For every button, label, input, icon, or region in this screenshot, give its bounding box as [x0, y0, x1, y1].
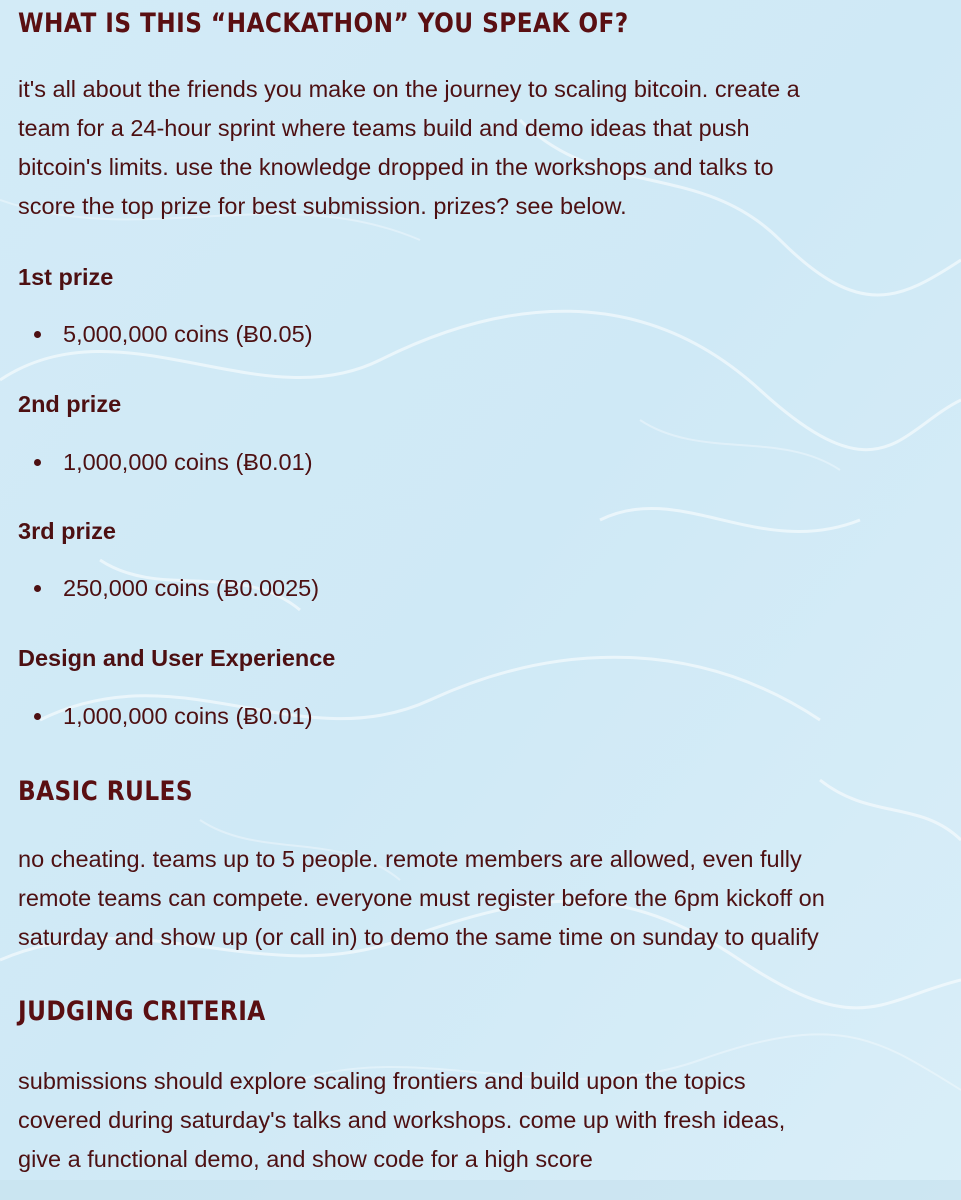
judging-line: submissions should explore scaling frontiers and build upon the topics: [18, 1068, 746, 1094]
bullet-icon: [34, 331, 41, 338]
judging-line: covered during saturday's talks and workshops. come up with fresh ideas,: [18, 1107, 786, 1133]
prize-reward: [34, 319, 313, 349]
prize-1-list: [18, 319, 313, 349]
prize-reward-text: 5,000,000 coins (Ƀ0.05): [63, 321, 313, 347]
prize-2-list: [18, 447, 313, 477]
prize-title: 1st prize: [18, 264, 114, 290]
bullet-icon: [34, 713, 41, 720]
judging-criteria-text: [18, 1062, 785, 1179]
rules-line: saturday and show up (or call in) to demo the same time on sunday to qualify: [18, 924, 819, 950]
prize-design-list: [18, 701, 313, 731]
hackathon-description-line: team for a 24-hour sprint where teams build and demo ideas that push: [18, 115, 750, 141]
judging-criteria-heading: JUDGING CRITERIA: [18, 996, 266, 1027]
prize-reward: [34, 573, 319, 603]
basic-rules-heading: BASIC RULES: [18, 776, 194, 807]
prize-reward-text: 1,000,000 coins (Ƀ0.01): [63, 449, 313, 475]
prize-2: [18, 391, 121, 418]
prize-reward: [34, 447, 313, 477]
hackathon-heading: WHAT IS THIS “HACKATHON” YOU SPEAK OF?: [18, 8, 629, 39]
hackathon-description-line: bitcoin's limits. use the knowledge dropped in the workshops and talks to: [18, 154, 774, 180]
judging-line: give a functional demo, and show code for a high score: [18, 1146, 593, 1172]
prize-3-list: [18, 573, 319, 603]
prize-title: 2nd prize: [18, 391, 122, 417]
hackathon-description-line: it's all about the friends you make on the journey to scaling bitcoin. create a: [18, 76, 800, 102]
rules-line: remote teams can compete. everyone must register before the 6pm kickoff on: [18, 885, 825, 911]
hackathon-description: [18, 70, 800, 226]
hackathon-description-line: score the top prize for best submission. prizes? see below.: [18, 193, 627, 219]
rules-line: no cheating. teams up to 5 people. remote members are allowed, even fully: [18, 846, 802, 872]
prize-reward: [34, 701, 313, 731]
bullet-icon: [34, 459, 41, 466]
prize-title: Design and User Experience: [18, 645, 336, 671]
basic-rules-text: [18, 840, 825, 957]
prize-reward-text: 1,000,000 coins (Ƀ0.01): [63, 703, 313, 729]
prize-reward-text: 250,000 coins (Ƀ0.0025): [63, 575, 320, 601]
prize-title: 3rd prize: [18, 518, 116, 544]
prize-3: [18, 518, 116, 545]
prize-design: [18, 645, 335, 672]
prize-1: [18, 264, 113, 291]
bullet-icon: [34, 585, 41, 592]
